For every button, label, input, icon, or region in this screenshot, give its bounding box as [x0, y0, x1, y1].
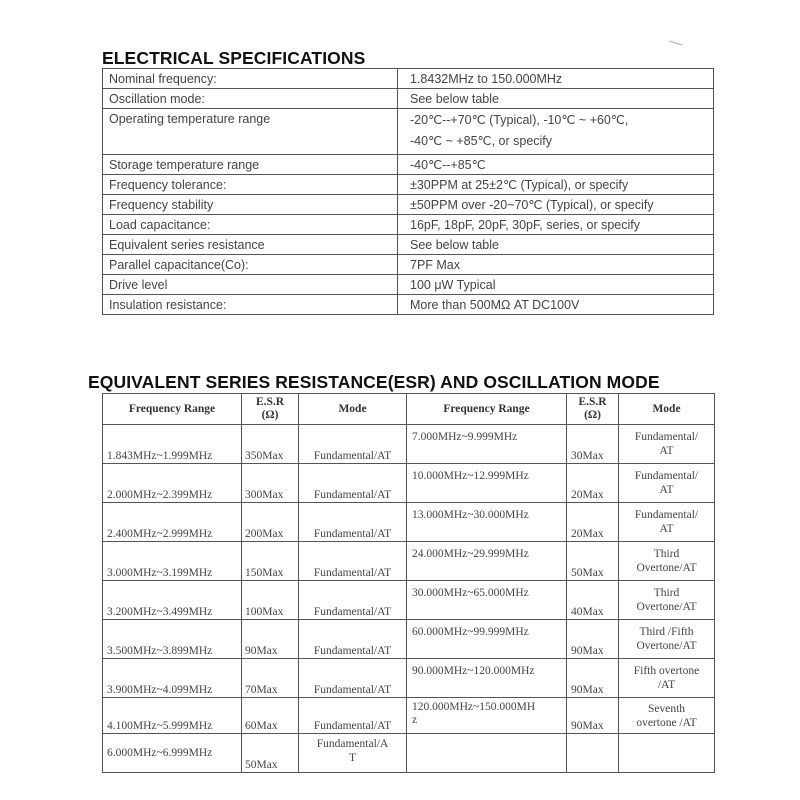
- esr-cell: 100Max: [242, 581, 299, 620]
- mode-line2: Overtone/AT: [636, 562, 697, 574]
- esr-cell: 50Max: [242, 734, 299, 773]
- mode-line2: Overtone/AT: [636, 601, 697, 613]
- table-row: [103, 175, 714, 195]
- mode-cell-2: [619, 734, 715, 773]
- table-row: [103, 89, 714, 109]
- mode-line1: Third /Fifth: [639, 626, 694, 638]
- table-row: [103, 155, 714, 175]
- column-header-esr-2: [567, 394, 619, 425]
- mode-line2: AT: [659, 523, 674, 535]
- table-row: [103, 734, 715, 773]
- table-row: [103, 464, 715, 503]
- column-header-mode: Mode: [299, 394, 407, 425]
- esr-cell: 350Max: [242, 425, 299, 464]
- spec-label: Drive level: [103, 275, 398, 295]
- esr-cell-2: 90Max: [567, 698, 619, 734]
- frequency-range-cell: 3.500MHz~3.899MHz: [103, 620, 242, 659]
- frequency-range-cell: 4.100MHz~5.999MHz: [103, 698, 242, 734]
- esr-cell-2: 40Max: [567, 581, 619, 620]
- spec-label: Nominal frequency:: [103, 69, 398, 89]
- spec-label: Insulation resistance:: [103, 295, 398, 315]
- esr-cell: 200Max: [242, 503, 299, 542]
- mode-line1: Fifth overtone: [633, 665, 700, 677]
- frequency-range-cell: 1.843MHz~1.999MHz: [103, 425, 242, 464]
- frequency-range-cell: 6.000MHz~6.999MHz: [103, 734, 242, 773]
- frequency-range-cell-2: [407, 734, 567, 773]
- table-row: [103, 581, 715, 620]
- mode-line1: Fundamental/: [634, 431, 699, 443]
- esr-cell: 150Max: [242, 542, 299, 581]
- spec-value: -20℃--+70℃ (Typical), -10℃ ~ +60℃,: [410, 113, 629, 127]
- mode-line2: /AT: [657, 679, 676, 691]
- esr-cell-2: 20Max: [567, 464, 619, 503]
- mode-cell: Fundamental/AT: [299, 503, 407, 542]
- electrical-specifications-table: [102, 68, 714, 315]
- mode-cell: Fundamental/AT: [299, 464, 407, 503]
- column-header-frequency-range-2: Frequency Range: [407, 394, 567, 425]
- mode-cell-2: [619, 659, 715, 698]
- table-header-row: [103, 394, 715, 425]
- frequency-range-cell: 2.400MHz~2.999MHz: [103, 503, 242, 542]
- esr-cell: 60Max: [242, 698, 299, 734]
- mode-line2: AT: [659, 445, 674, 457]
- mode-line1: Fundamental/A: [316, 738, 389, 750]
- spec-value: 7PF Max: [398, 255, 714, 275]
- frequency-range-cell-2: 10.000MHz~12.999MHz: [407, 464, 567, 503]
- column-header-mode-2: Mode: [619, 394, 715, 425]
- column-header-frequency-range: Frequency Range: [103, 394, 242, 425]
- esr-header-line2: (Ω): [261, 409, 279, 421]
- mode-cell-2: [619, 425, 715, 464]
- spec-value: ±50PPM over -20~70℃ (Typical), or specify: [398, 195, 714, 215]
- table-row: [103, 620, 715, 659]
- esr-cell-2: 50Max: [567, 542, 619, 581]
- frequency-range-cell: 3.200MHz~3.499MHz: [103, 581, 242, 620]
- mode-cell: [299, 734, 407, 773]
- table-row: [103, 235, 714, 255]
- spec-value-line2: -40℃ ~ +85℃, or specify: [410, 134, 553, 148]
- mode-line1: Seventh: [647, 702, 686, 715]
- mode-cell: Fundamental/AT: [299, 581, 407, 620]
- table-row: [103, 69, 714, 89]
- spec-value: -40℃--+85℃: [398, 155, 714, 175]
- column-header-esr: [242, 394, 299, 425]
- esr-cell: 300Max: [242, 464, 299, 503]
- mode-cell: Fundamental/AT: [299, 659, 407, 698]
- mode-cell: Fundamental/AT: [299, 620, 407, 659]
- esr-table-title: EQUIVALENT SERIES RESISTANCE(ESR) AND OSCILLATION MODE: [88, 372, 660, 392]
- spec-value: See below table: [398, 235, 714, 255]
- frequency-range-cell-2: 7.000MHz~9.999MHz: [407, 425, 567, 464]
- mode-line1: Fundamental/: [634, 470, 699, 482]
- spec-label: Load capacitance:: [103, 215, 398, 235]
- table-row: [103, 215, 714, 235]
- spec-value: More than 500MΩ AT DC100V: [398, 295, 714, 315]
- spec-value-cell: [398, 109, 714, 155]
- frequency-range-cell-2: [407, 698, 567, 734]
- frequency-range-cell: 3.900MHz~4.099MHz: [103, 659, 242, 698]
- spec-label: Equivalent series resistance: [103, 235, 398, 255]
- frequency-range-cell: 3.000MHz~3.199MHz: [103, 542, 242, 581]
- table-row: [103, 698, 715, 734]
- mode-cell-2: [619, 542, 715, 581]
- table-row: [103, 503, 715, 542]
- esr-cell-2: 90Max: [567, 659, 619, 698]
- mode-line2: overtone /AT: [636, 716, 697, 729]
- mode-line1: Fundamental/: [634, 509, 699, 521]
- spec-label: Parallel capacitance(Co):: [103, 255, 398, 275]
- spec-value: See below table: [398, 89, 714, 109]
- frequency-range-cell: 2.000MHz~2.399MHz: [103, 464, 242, 503]
- electrical-specifications-title: ELECTRICAL SPECIFICATIONS: [102, 48, 366, 68]
- spec-value: ±30PPM at 25±2℃ (Typical), or specify: [398, 175, 714, 195]
- spec-value: 16pF, 18pF, 20pF, 30pF, series, or specify: [398, 215, 714, 235]
- frequency-range-cell-2: 13.000MHz~30.000MHz: [407, 503, 567, 542]
- mode-line1: Third: [653, 548, 680, 560]
- spec-label: Frequency stability: [103, 195, 398, 215]
- table-row: [103, 295, 714, 315]
- spec-label: Storage temperature range: [103, 155, 398, 175]
- spec-label: Frequency tolerance:: [103, 175, 398, 195]
- stray-mark: [668, 40, 684, 46]
- table-row: [103, 255, 714, 275]
- esr-cell-2: [567, 734, 619, 773]
- esr-cell-2: 20Max: [567, 503, 619, 542]
- esr-cell: 70Max: [242, 659, 299, 698]
- spec-value: 1.8432MHz to 150.000MHz: [398, 69, 714, 89]
- esr-cell-2: 90Max: [567, 620, 619, 659]
- table-row: [103, 659, 715, 698]
- mode-cell-2: [619, 581, 715, 620]
- spec-label: Operating temperature range: [103, 109, 398, 155]
- mode-cell-2: [619, 620, 715, 659]
- table-row: [103, 275, 714, 295]
- mode-cell-2: [619, 503, 715, 542]
- esr-oscillation-table: [102, 393, 715, 773]
- esr-cell-2: 30Max: [567, 425, 619, 464]
- esr-header-line1: E.S.R: [255, 396, 285, 408]
- mode-line2: AT: [659, 484, 674, 496]
- frequency-line2: z: [412, 714, 418, 726]
- frequency-range-cell-2: 30.000MHz~65.000MHz: [407, 581, 567, 620]
- frequency-range-cell-2: 24.000MHz~29.999MHz: [407, 542, 567, 581]
- esr-header-line1: E.S.R: [578, 396, 607, 408]
- mode-cell: Fundamental/AT: [299, 542, 407, 581]
- mode-cell-2: [619, 698, 715, 734]
- spec-value: 100 μW Typical: [398, 275, 714, 295]
- esr-cell: 90Max: [242, 620, 299, 659]
- mode-line2: Overtone/AT: [636, 640, 697, 652]
- mode-cell: Fundamental/AT: [299, 425, 407, 464]
- mode-cell-2: [619, 464, 715, 503]
- mode-line1: Third: [653, 587, 680, 599]
- spec-label: Oscillation mode:: [103, 89, 398, 109]
- frequency-range-cell-2: 90.000MHz~120.000MHz: [407, 659, 567, 698]
- frequency-range-cell-2: 60.000MHz~99.999MHz: [407, 620, 567, 659]
- table-row: [103, 195, 714, 215]
- table-row: [103, 109, 714, 155]
- esr-header-line2: (Ω): [584, 409, 601, 421]
- mode-cell: Fundamental/AT: [299, 698, 407, 734]
- mode-line2: T: [348, 752, 357, 764]
- table-row: [103, 542, 715, 581]
- table-row: [103, 425, 715, 464]
- frequency-line1: 120.000MHz~150.000MH: [412, 701, 536, 713]
